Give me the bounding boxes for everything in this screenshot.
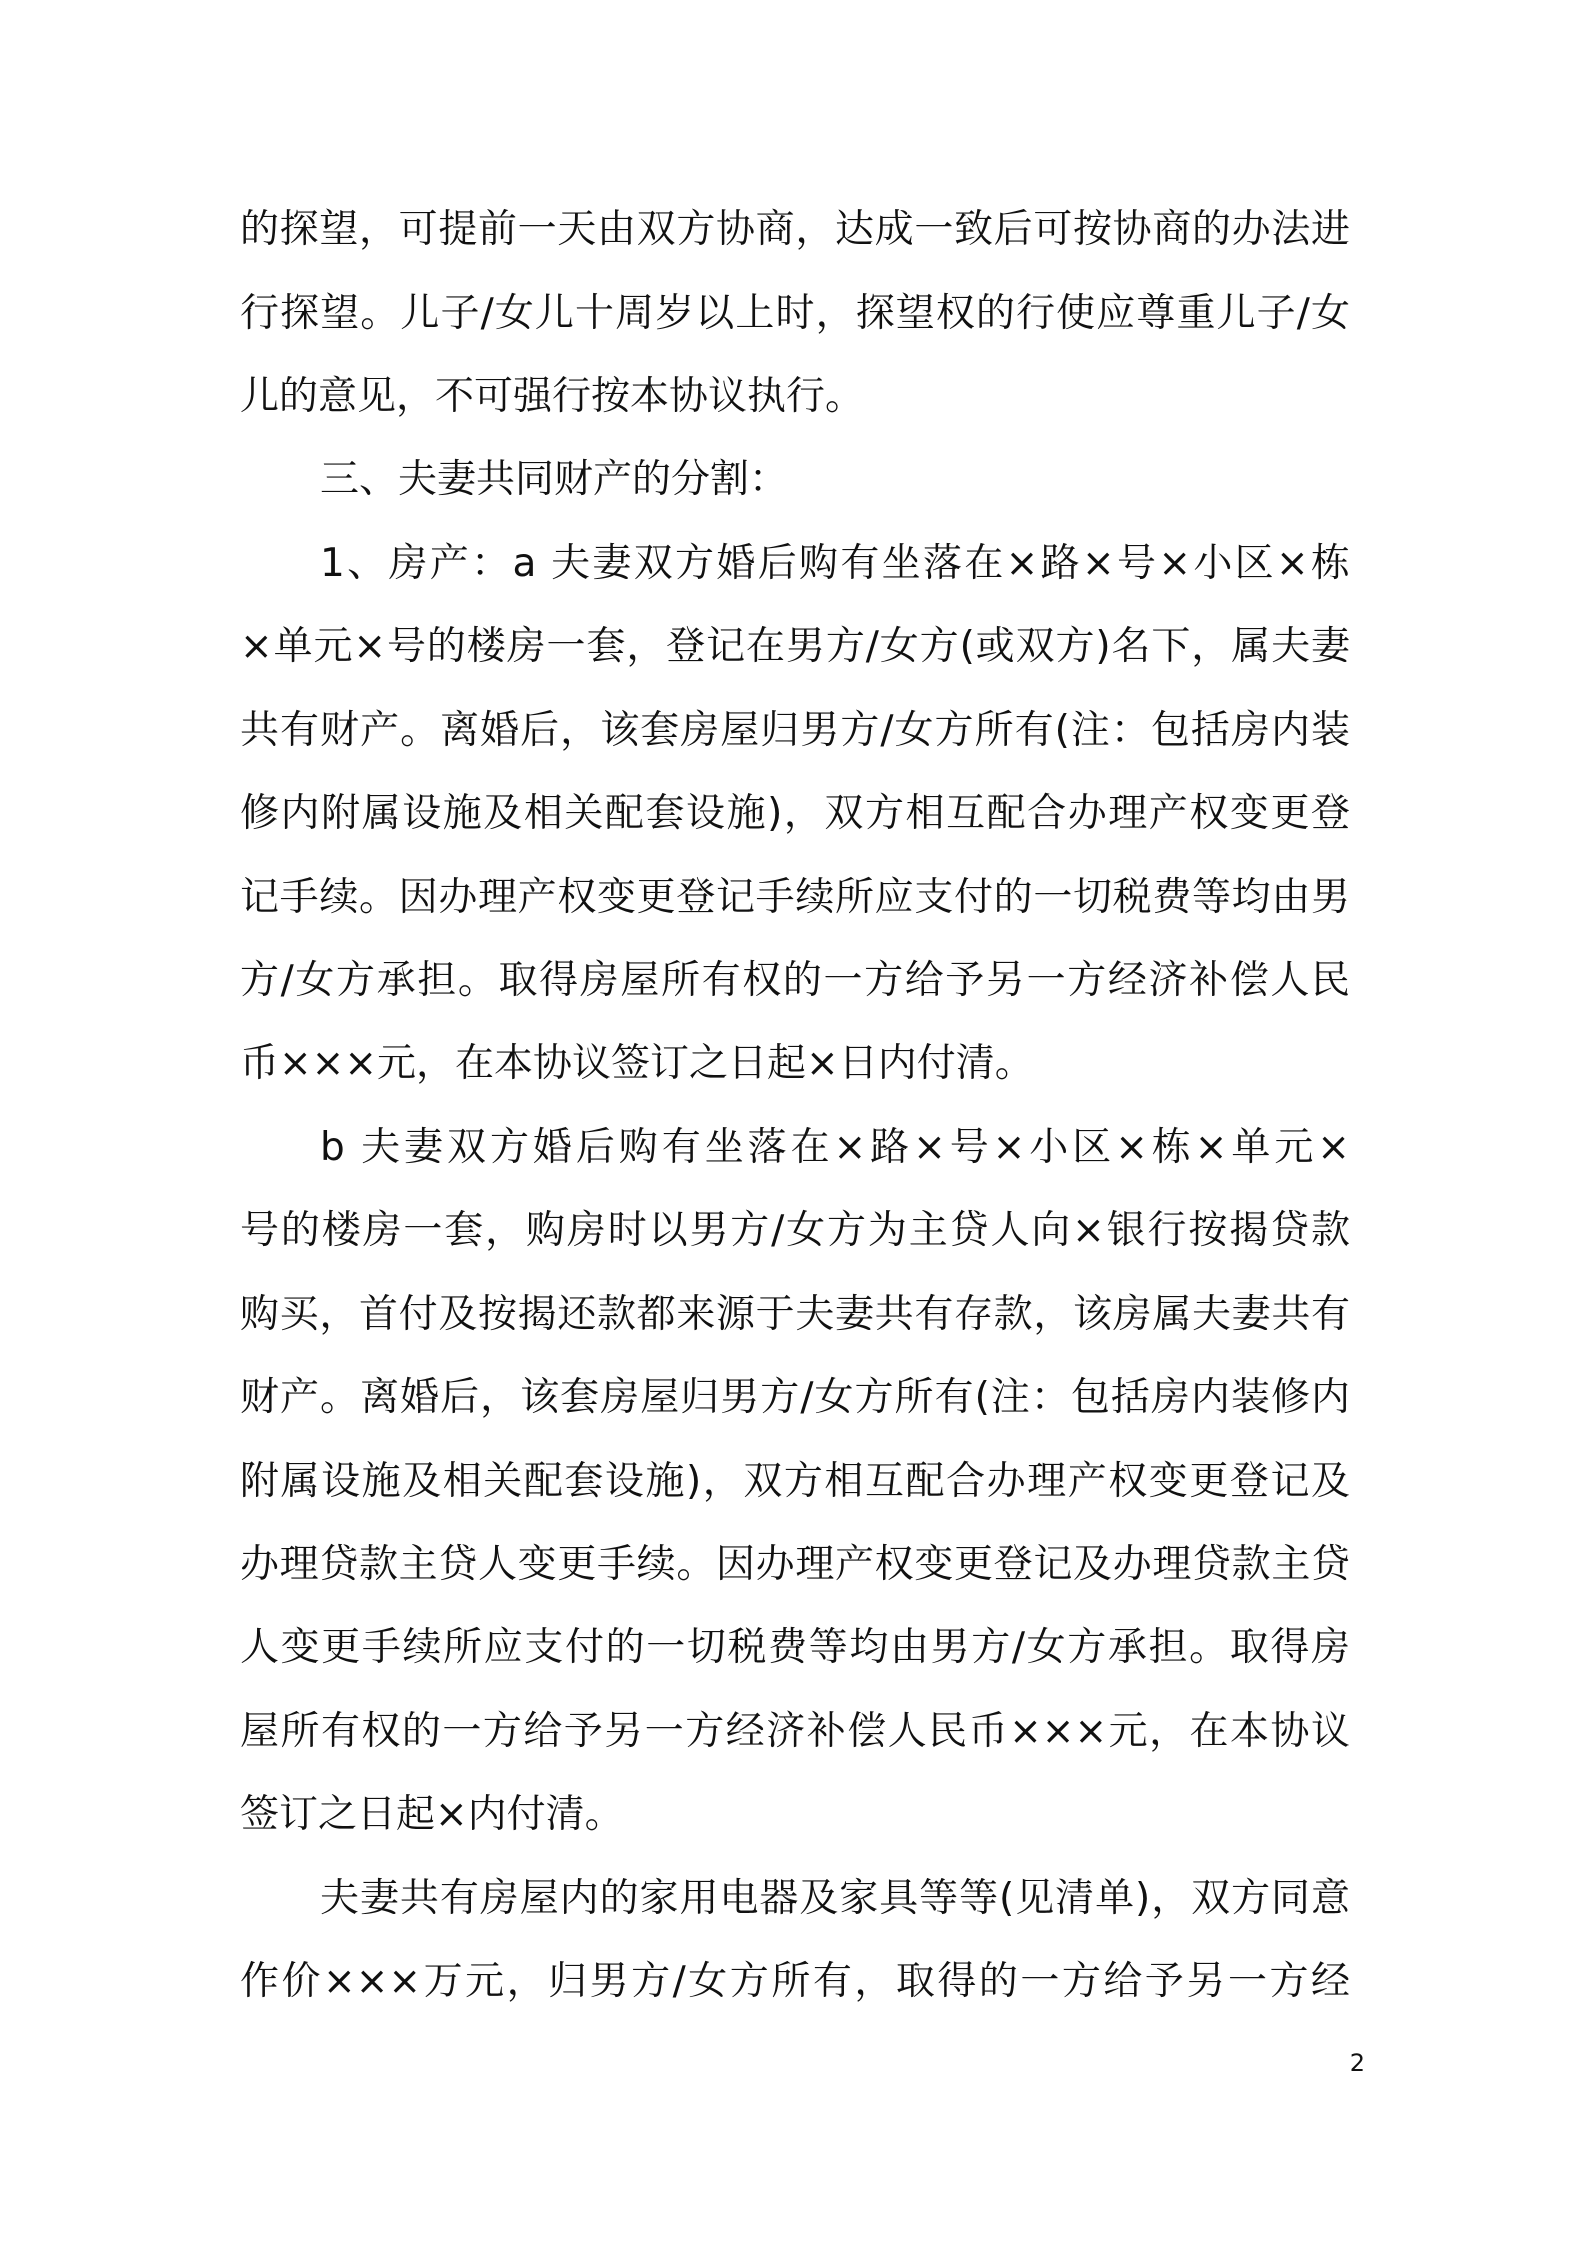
section-heading: 三、夫妻共同财产的分割：: [320, 457, 789, 502]
page-number: 2: [1349, 2049, 1365, 2077]
text-line: 购买，首付及按揭还款都来源于夫妻共有存款，该房属夫妻共有: [240, 1292, 1350, 1337]
text-line: 修内附属设施及相关配套设施)，双方相互配合办理产权变更登: [240, 791, 1350, 836]
text-line: 号的楼房一套，购房时以男方/女方为主贷人向×银行按揭贷款: [240, 1208, 1350, 1253]
text-line: 作价×××万元，归男方/女方所有，取得的一方给予另一方经: [240, 1959, 1350, 2004]
text-line: b 夫妻双方婚后购有坐落在×路×号×小区×栋×单元×: [320, 1125, 1350, 1170]
text-line: 方/女方承担。取得房屋所有权的一方给予另一方经济补偿人民: [240, 958, 1350, 1003]
text-line: ×单元×号的楼房一套，登记在男方/女方(或双方)名下，属夫妻: [240, 624, 1350, 669]
text-line: 共有财产。离婚后，该套房屋归男方/女方所有(注：包括房内装: [240, 708, 1350, 753]
text-line: 1、房产：a 夫妻双方婚后购有坐落在×路×号×小区×栋: [320, 541, 1350, 586]
text-line: 儿的意见，不可强行按本协议执行。: [240, 374, 865, 419]
text-line: 夫妻共有房屋内的家用电器及家具等等(见清单)，双方同意: [320, 1876, 1350, 1921]
text-line: 附属设施及相关配套设施)，双方相互配合办理产权变更登记及: [240, 1459, 1350, 1504]
text-line: 人变更手续所应支付的一切税费等均由男方/女方承担。取得房: [240, 1625, 1350, 1670]
text-line: 签订之日起×内付清。: [240, 1792, 624, 1837]
text-line: 记手续。因办理产权变更登记手续所应支付的一切税费等均由男: [240, 875, 1350, 920]
text-line: 的探望，可提前一天由双方协商，达成一致后可按协商的办法进: [240, 207, 1350, 252]
text-line: 币×××元，在本协议签订之日起×日内付清。: [240, 1041, 1034, 1086]
text-line: 屋所有权的一方给予另一方经济补偿人民币×××元，在本协议: [240, 1709, 1350, 1754]
text-line: 财产。离婚后，该套房屋归男方/女方所有(注：包括房内装修内: [240, 1375, 1350, 1420]
text-line: 办理贷款主贷人变更手续。因办理产权变更登记及办理贷款主贷: [240, 1542, 1350, 1587]
text-line: 行探望。儿子/女儿十周岁以上时，探望权的行使应尊重儿子/女: [240, 291, 1350, 336]
